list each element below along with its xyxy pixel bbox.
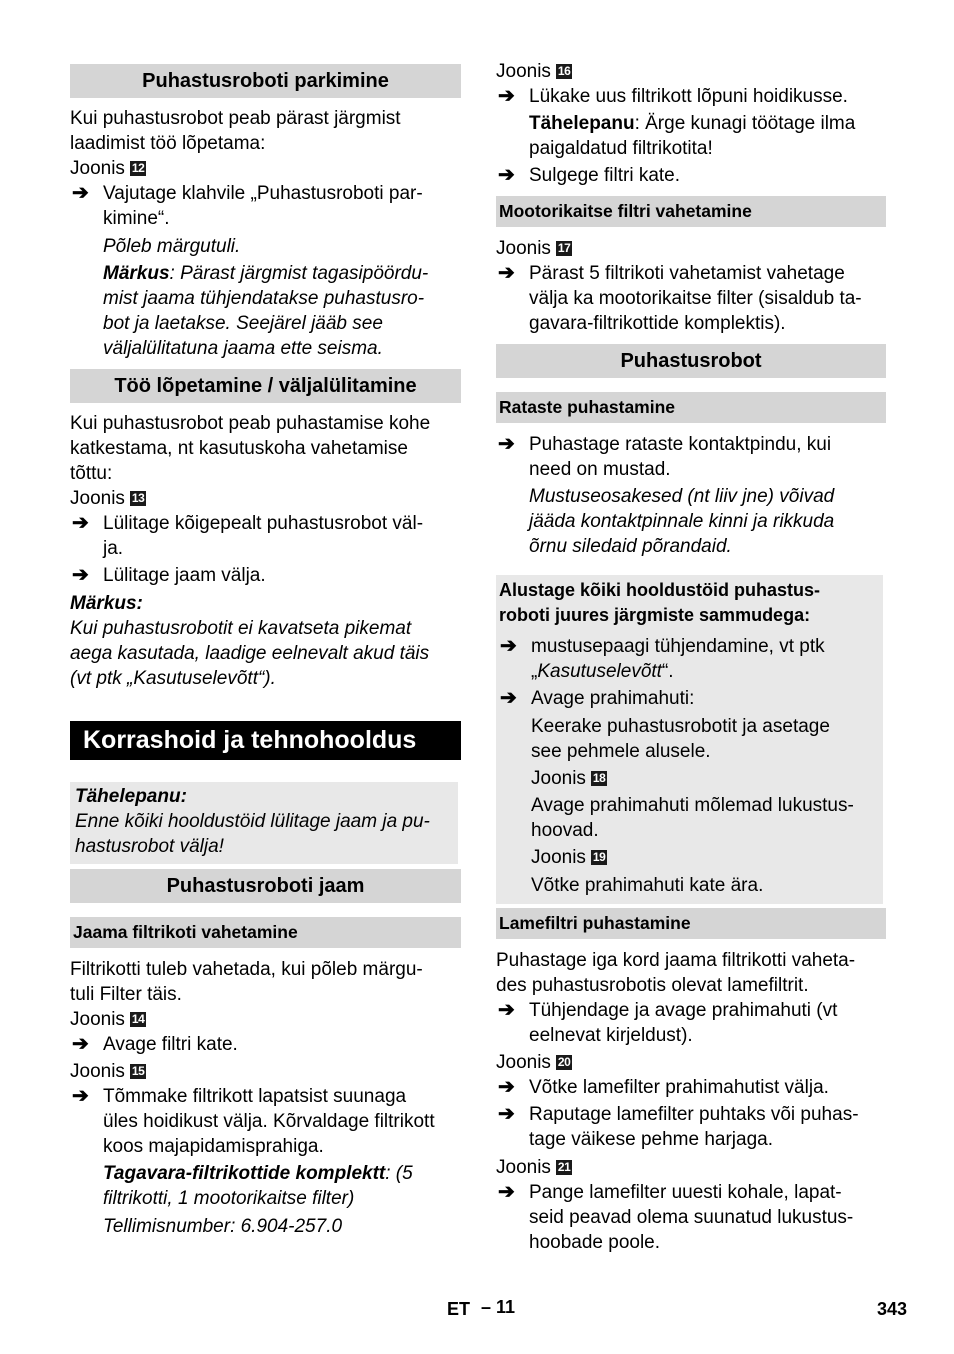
arrow-right-icon: ➔ <box>498 164 515 186</box>
figure-ref: Joonis 13 <box>70 488 145 509</box>
spare-kit-note: Tagavara-filtrikottide komplektt: (5 <box>103 1163 413 1184</box>
footer-language: ET <box>447 1299 471 1319</box>
step-text: Sulgege filtri kate. <box>529 165 681 186</box>
subsection-heading-flatfilter: Lamefiltri puhastamine <box>496 908 886 939</box>
figure-number-badge: 18 <box>592 771 606 785</box>
figure-number-badge: 17 <box>557 241 571 255</box>
paragraph: Filtrikotti tuleb vahetada, kui põleb märgu- <box>70 959 423 980</box>
note: õrnu siledaid põrandaid. <box>529 536 732 557</box>
figure-ref: Joonis 19 <box>531 847 606 868</box>
step-text: see pehmele alusele. <box>531 741 711 762</box>
section-heading-robot: Puhastusrobot <box>496 344 886 378</box>
arrow-right-icon: ➔ <box>498 262 515 284</box>
step-text: hoovad. <box>531 820 599 841</box>
step-text: Avage prahimahuti: <box>531 688 695 709</box>
figure-number-badge: 13 <box>131 491 145 505</box>
figure-ref: Joonis 21 <box>496 1157 571 1178</box>
arrow-right-icon: ➔ <box>498 1076 515 1098</box>
step-text: Lükake uus filtrikott lõpuni hoidikusse. <box>529 86 848 107</box>
attention-note: paigaldatud filtrikotita! <box>529 138 713 159</box>
step-text: kimine“. <box>103 208 170 229</box>
warning-label: Tähelepanu: <box>75 786 187 807</box>
arrow-right-icon: ➔ <box>72 182 89 204</box>
figure-ref: Joonis 20 <box>496 1052 571 1073</box>
step-text: Tühjendage ja avage prahimahuti (vt <box>529 1000 838 1021</box>
figure-ref: Joonis 14 <box>70 1009 145 1030</box>
step-text: Võtke lamefilter prahimahutist välja. <box>529 1077 829 1098</box>
subsection-heading-motor: Mootorikaitse filtri vahetamine <box>496 196 886 227</box>
step-text: need on mustad. <box>529 459 671 480</box>
paragraph: des puhastusrobotis olevat lamefiltrit. <box>496 975 809 996</box>
note: bot ja laetakse. Seejärel jääb see <box>103 313 383 334</box>
step-text: Tõmmake filtrikott lapatsist suunaga <box>103 1086 407 1107</box>
section-heading-end: Töö lõpetamine / väljalülitamine <box>70 369 461 403</box>
step-text: Vajutage klahvile „Puhastusroboti par- <box>103 183 423 204</box>
step-text: Võtke prahimahuti kate ära. <box>531 875 764 896</box>
figure-ref: Joonis 15 <box>70 1061 145 1082</box>
paragraph: Puhastage iga kord jaama filtrikotti vaheta- <box>496 950 856 971</box>
warning-text: hastusrobot välja! <box>75 836 224 857</box>
note-label: Märkus: <box>70 593 143 614</box>
note: aega kasutada, laadige eelnevalt akud täis <box>70 643 430 664</box>
note: mist jaama tühjendatakse puhastusro- <box>103 288 425 309</box>
figure-number-badge: 14 <box>131 1012 145 1026</box>
paragraph: Kui puhastusrobot peab puhastamise kohe <box>70 413 431 434</box>
step-text: välja ka mootorikaitse filter (sisaldub ta- <box>529 288 862 309</box>
step-text: Avage filtri kate. <box>103 1034 238 1055</box>
paragraph: tõttu: <box>70 463 113 484</box>
arrow-right-icon: ➔ <box>72 1033 89 1055</box>
box-heading: roboti juures järgmiste sammudega: <box>499 605 811 625</box>
order-number: Tellimisnumber: 6.904-257.0 <box>103 1216 343 1237</box>
footer-page-number: 343 <box>877 1299 908 1319</box>
step-text: Raputage lamefilter puhtaks või puhas- <box>529 1104 859 1125</box>
arrow-right-icon: ➔ <box>500 635 517 657</box>
step-text: eelnevat kirjeldust). <box>529 1025 693 1046</box>
step-text: hoobade poole. <box>529 1232 661 1253</box>
step-text: tage väikese pehme harjaga. <box>529 1129 773 1150</box>
box-heading: Alustage kõiki hooldustöid puhastus- <box>499 580 821 600</box>
figure-ref: Joonis 17 <box>496 238 571 259</box>
arrow-right-icon: ➔ <box>500 687 517 709</box>
step-text: seid peavad olema suunatud lukustus- <box>529 1207 854 1228</box>
arrow-right-icon: ➔ <box>72 564 89 586</box>
step-text: ja. <box>103 538 124 559</box>
step-text: koos majapidamisprahiga. <box>103 1136 324 1157</box>
paragraph: Kui puhastusrobot peab pärast järgmist <box>70 108 401 129</box>
note: Märkus: Pärast järgmist tagasipöördu- <box>103 263 429 284</box>
warning-text: Enne kõiki hooldustöid lülitage jaam ja pu- <box>75 811 430 832</box>
step-text: Lülitage jaam välja. <box>103 565 266 586</box>
paragraph: laadimist töö lõpetama: <box>70 133 266 154</box>
arrow-right-icon: ➔ <box>498 999 515 1021</box>
section-heading-station: Puhastusroboti jaam <box>70 869 461 903</box>
spare-kit-note: filtrikotti, 1 mootorikaitse filter) <box>103 1188 355 1209</box>
step-text: Keerake puhastusrobotit ja asetage <box>531 716 830 737</box>
note: väljalülitatuna jaama ette seisma. <box>103 338 383 359</box>
section-heading-parking: Puhastusroboti parkimine <box>70 64 461 98</box>
subsection-heading-filterbag: Jaama filtrikoti vahetamine <box>70 917 461 948</box>
figure-ref: Joonis 18 <box>531 768 606 789</box>
figure-ref: Joonis 16 <box>496 61 571 82</box>
arrow-right-icon: ➔ <box>72 1085 89 1107</box>
result-text: Põleb märgutuli. <box>103 236 241 257</box>
step-text: üles hoidikust välja. Kõrvaldage filtrikott <box>103 1111 435 1132</box>
paragraph: tuli Filter täis. <box>70 984 182 1005</box>
step-text: Pange lamefilter uuesti kohale, lapat- <box>529 1182 842 1203</box>
figure-number-badge: 12 <box>131 161 145 175</box>
footer-page-local: – 11 <box>481 1297 516 1317</box>
note: (vt ptk „Kasutuselevõtt“). <box>70 668 276 689</box>
step-text: gavara-filtrikottide komplektis). <box>529 313 786 334</box>
step-text: Avage prahimahuti mõlemad lukustus- <box>531 795 854 816</box>
step-text: Pärast 5 filtrikoti vahetamist vahetage <box>529 263 845 284</box>
step-text: Lülitage kõigepealt puhastusrobot väl- <box>103 513 424 534</box>
paragraph: katkestama, nt kasutuskoha vahetamise <box>70 438 408 459</box>
arrow-right-icon: ➔ <box>72 512 89 534</box>
step-text: Puhastage rataste kontaktpindu, kui <box>529 434 832 455</box>
chapter-title: Korrashoid ja tehnohooldus <box>70 721 461 760</box>
step-text: „Kasutuselevõtt“. <box>531 661 674 682</box>
arrow-right-icon: ➔ <box>498 85 515 107</box>
note: Kui puhastusrobotit ei kavatseta pikemat <box>70 618 412 639</box>
note: Mustuseosakesed (nt liiv jne) võivad <box>529 486 835 507</box>
arrow-right-icon: ➔ <box>498 1103 515 1125</box>
step-text: mustusepaagi tühjendamine, vt ptk <box>531 636 825 657</box>
note: jääda kontaktpinnale kinni ja rikkuda <box>529 511 835 532</box>
subsection-heading-wheels: Rataste puhastamine <box>496 392 886 423</box>
figure-number-badge: 16 <box>557 64 571 78</box>
figure-ref: Joonis 12 <box>70 158 145 179</box>
figure-number-badge: 15 <box>131 1064 145 1078</box>
figure-number-badge: 20 <box>557 1055 571 1069</box>
attention-note: Tähelepanu: Ärge kunagi töötage ilma <box>529 113 856 134</box>
figure-number-badge: 21 <box>557 1160 571 1174</box>
arrow-right-icon: ➔ <box>498 433 515 455</box>
arrow-right-icon: ➔ <box>498 1181 515 1203</box>
figure-number-badge: 19 <box>592 850 606 864</box>
